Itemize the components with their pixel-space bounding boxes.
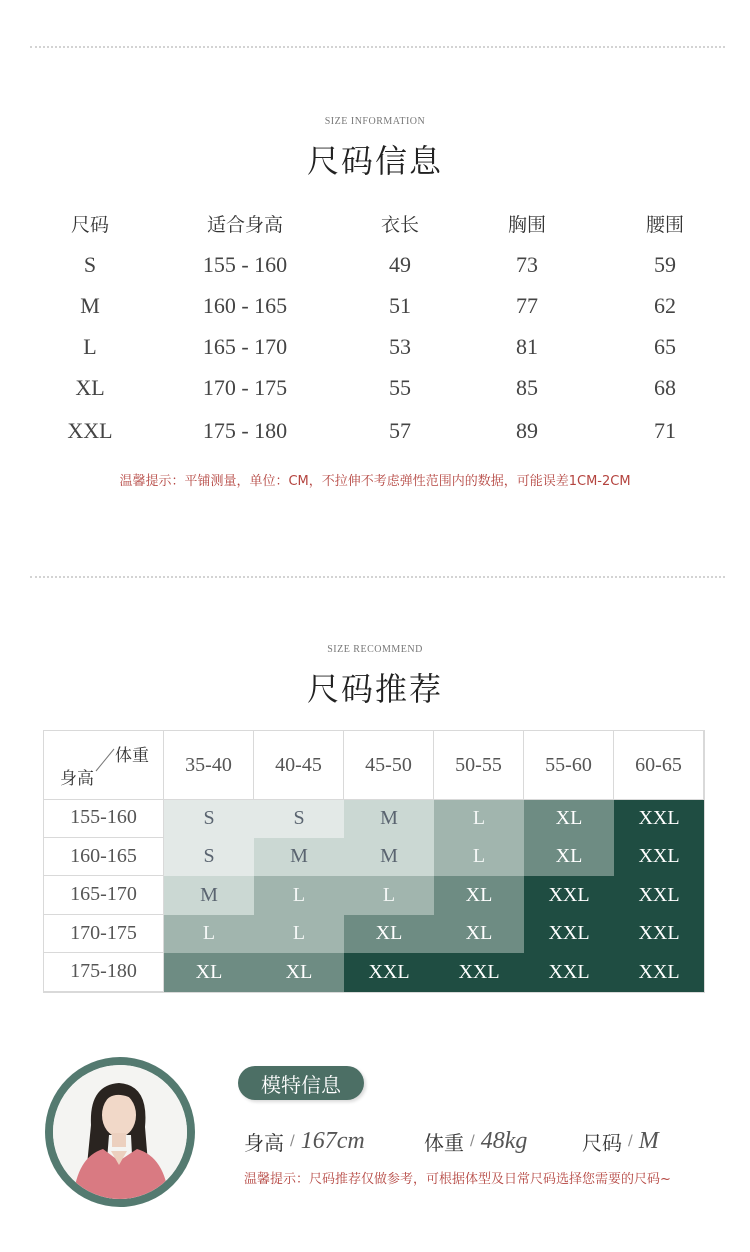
header-waist: 腰围 xyxy=(645,214,684,236)
height-row-header: 170-175 xyxy=(44,915,164,954)
height-row-header: 165-170 xyxy=(44,876,164,915)
size-table-header xyxy=(30,210,730,240)
recommend-cell: XL xyxy=(524,838,614,877)
size-recommend-eyebrow: SIZE RECOMMEND xyxy=(327,644,423,655)
recommend-cell: S xyxy=(164,838,254,877)
recommend-cell: XL xyxy=(434,876,524,915)
size-recommend-grid xyxy=(43,730,705,993)
height-row-header: 175-180 xyxy=(44,953,164,992)
cell-size: L xyxy=(83,334,97,359)
cell-chest: 73 xyxy=(516,252,538,277)
separator-slash: / xyxy=(290,1133,295,1149)
recommend-cell: XXL xyxy=(344,953,434,992)
recommend-cell: M xyxy=(164,876,254,915)
height-row-header: 160-165 xyxy=(44,838,164,877)
cell-length: 49 xyxy=(389,252,411,277)
model-weight-label: 体重 xyxy=(424,1130,464,1155)
recommend-cell: L xyxy=(344,876,434,915)
cell-size: XXL xyxy=(67,418,113,443)
size-table-row xyxy=(30,418,730,448)
size-table-row xyxy=(30,293,730,323)
size-recommend-title: 尺码推荐 xyxy=(306,670,443,708)
recommend-cell: XXL xyxy=(614,876,704,915)
size-info-title: 尺码信息 xyxy=(306,142,443,180)
recommend-cell: L xyxy=(254,915,344,954)
height-row-header: 155-160 xyxy=(44,799,164,838)
cell-length: 57 xyxy=(389,418,411,443)
weight-col-header: 45-50 xyxy=(344,731,434,799)
recommend-cell: S xyxy=(254,799,344,838)
model-height-label: 身高 xyxy=(244,1130,284,1155)
corner-weight-label: 体重 xyxy=(115,746,149,766)
weight-col-header: 50-55 xyxy=(434,731,524,799)
recommend-cell: XXL xyxy=(434,953,524,992)
recommend-cell: XL xyxy=(344,915,434,954)
model-height-value: 167cm xyxy=(300,1127,365,1154)
recommend-cell: XL xyxy=(254,953,344,992)
cell-chest: 77 xyxy=(516,293,538,318)
cell-height: 160 - 165 xyxy=(202,293,288,318)
recommend-cell: XL xyxy=(164,953,254,992)
weight-col-header: 35-40 xyxy=(164,731,254,799)
recommend-cell: L xyxy=(254,876,344,915)
dotted-divider-middle xyxy=(30,576,725,578)
size-info-eyebrow: SIZE INFORMATION xyxy=(324,116,426,127)
size-table-row xyxy=(30,334,730,364)
header-chest: 胸围 xyxy=(507,214,546,236)
recommend-cell: XXL xyxy=(614,915,704,954)
cell-size: M xyxy=(80,293,100,318)
measurement-tip: 温馨提示：平铺测量，单位：CM，不拉伸不考虑弹性范围内的数据，可能误差1CM-2CM xyxy=(119,474,631,489)
cell-length: 55 xyxy=(389,375,411,400)
model-height xyxy=(244,1126,365,1156)
dotted-divider-top xyxy=(30,46,725,48)
recommend-cell: XXL xyxy=(524,953,614,992)
recommend-cell: XXL xyxy=(524,915,614,954)
cell-chest: 89 xyxy=(516,418,538,443)
recommend-cell: XXL xyxy=(614,953,704,992)
cell-waist: 65 xyxy=(654,334,676,359)
cell-size: S xyxy=(83,252,97,277)
model-size-label: 尺码 xyxy=(582,1130,622,1155)
cell-chest: 85 xyxy=(516,375,538,400)
cell-waist: 62 xyxy=(654,293,676,318)
cell-chest: 81 xyxy=(516,334,538,359)
cell-height: 170 - 175 xyxy=(202,375,288,400)
recommend-cell: L xyxy=(434,799,524,838)
cell-height: 175 - 180 xyxy=(202,418,288,443)
cell-height: 165 - 170 xyxy=(202,334,288,359)
weight-col-header: 60-65 xyxy=(614,731,704,799)
model-size xyxy=(582,1126,659,1156)
cell-size: XL xyxy=(75,375,105,400)
recommend-cell: M xyxy=(344,838,434,877)
model-size-value: M xyxy=(638,1127,659,1154)
recommend-cell: XXL xyxy=(614,838,704,877)
recommend-cell: M xyxy=(254,838,344,877)
recommend-cell: XXL xyxy=(614,799,704,838)
header-divider xyxy=(44,799,704,800)
header-height: 适合身高 xyxy=(206,214,283,236)
recommend-cell: XL xyxy=(434,915,524,954)
model-figure-icon xyxy=(53,1065,187,1199)
recommend-cell: L xyxy=(434,838,524,877)
header-size: 尺码 xyxy=(70,214,109,236)
weight-col-header: 40-45 xyxy=(254,731,344,799)
size-table-row xyxy=(30,375,730,405)
recommend-tip: 温馨提示：尺码推荐仅做参考，可根据体型及日常尺码选择您需要的尺码~ xyxy=(244,1172,671,1187)
weight-col-header: 55-60 xyxy=(524,731,614,799)
recommend-cell: S xyxy=(164,799,254,838)
header-length: 衣长 xyxy=(380,214,419,236)
size-table-row xyxy=(30,252,730,282)
model-info-badge: 模特信息 xyxy=(238,1066,364,1100)
cell-waist: 59 xyxy=(654,252,676,277)
grid-corner xyxy=(44,731,164,799)
separator-slash: / xyxy=(628,1133,633,1149)
recommend-cell: XL xyxy=(524,799,614,838)
model-weight xyxy=(424,1126,527,1156)
recommend-cell: XXL xyxy=(524,876,614,915)
separator-slash: / xyxy=(470,1133,475,1149)
model-photo xyxy=(53,1065,187,1199)
recommend-cell: M xyxy=(344,799,434,838)
model-avatar xyxy=(45,1057,195,1207)
cell-length: 51 xyxy=(389,293,411,318)
recommend-cell: L xyxy=(164,915,254,954)
cell-waist: 71 xyxy=(654,418,676,443)
cell-height: 155 - 160 xyxy=(202,252,288,277)
corner-height-label: 身高 xyxy=(60,769,94,789)
model-weight-value: 48kg xyxy=(480,1127,528,1154)
cell-waist: 68 xyxy=(654,375,676,400)
cell-length: 53 xyxy=(389,334,411,359)
